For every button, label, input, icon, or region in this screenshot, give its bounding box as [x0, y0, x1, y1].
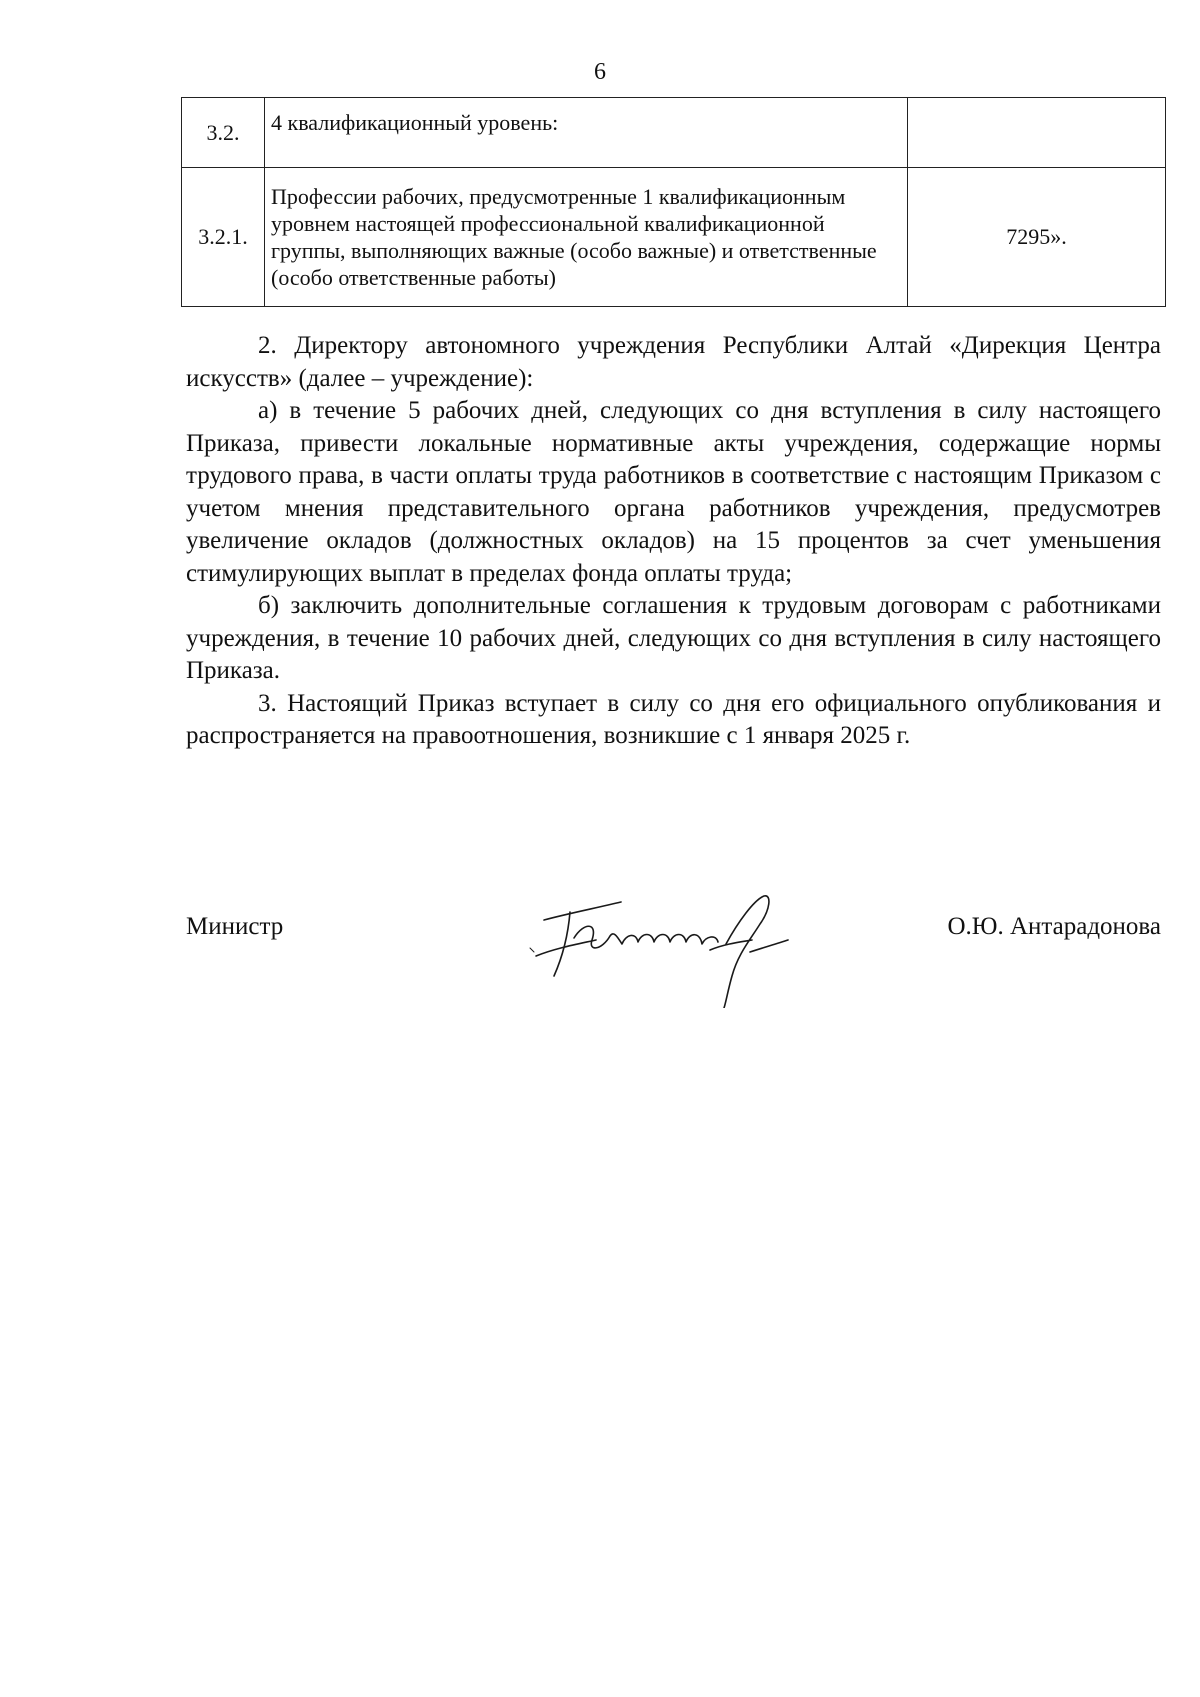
- salary-table: [181, 97, 1166, 307]
- row-value-cell: 7295».: [908, 168, 1166, 307]
- paragraph-2a: а) в течение 5 рабочих дней, следующих со дня вступления в силу настоящего Приказа, привести локальные нормативные акты учреждения, содержащие нормы трудового права, в части оплаты труда работников в соответствие с настоящим Приказом с учетом мнения представительного органа работников учреждения, предусмотрев увеличение окладов (должностных окладов) на 15 процентов за счет уменьшения стимулирующих выплат в пределах фонда оплаты труда;: [186, 397, 1161, 587]
- signer-title: Министр: [186, 913, 284, 940]
- table-row: [182, 168, 1166, 307]
- row-name-cell: Профессии рабочих, предусмотренные 1 квалификационным уровнем настоящей профессиональной квалификационной группы, выполняющих важные (особо важные) и ответственные (особо ответственные работы): [265, 168, 908, 307]
- table-row: [182, 98, 1166, 168]
- order-body: [186, 330, 1161, 753]
- handwritten-signature: [526, 878, 796, 1008]
- paragraph-2: 2. Директору автономного учреждения Республики Алтай «Дирекция Центра искусств» (далее – учреждение):: [186, 332, 1161, 392]
- row-number-cell: 3.2.1.: [182, 168, 265, 307]
- paragraph-2b: б) заключить дополнительные соглашения к трудовым договорам с работниками учреждения, в течение 10 рабочих дней, следующих со дня вступления в силу настоящего Приказа.: [186, 592, 1161, 684]
- paragraph-3: 3. Настоящий Приказ вступает в силу со дня его официального опубликования и распространяется на правоотношения, возникшие с 1 января 2025 г.: [186, 689, 1161, 749]
- signature-block: [186, 900, 1161, 990]
- signer-name: О.Ю. Антарадонова: [947, 913, 1161, 940]
- row-name-cell: 4 квалификационный уровень:: [265, 98, 908, 168]
- page-number: 6: [594, 59, 606, 85]
- row-value-cell: [908, 98, 1166, 168]
- row-number-cell: 3.2.: [182, 98, 265, 168]
